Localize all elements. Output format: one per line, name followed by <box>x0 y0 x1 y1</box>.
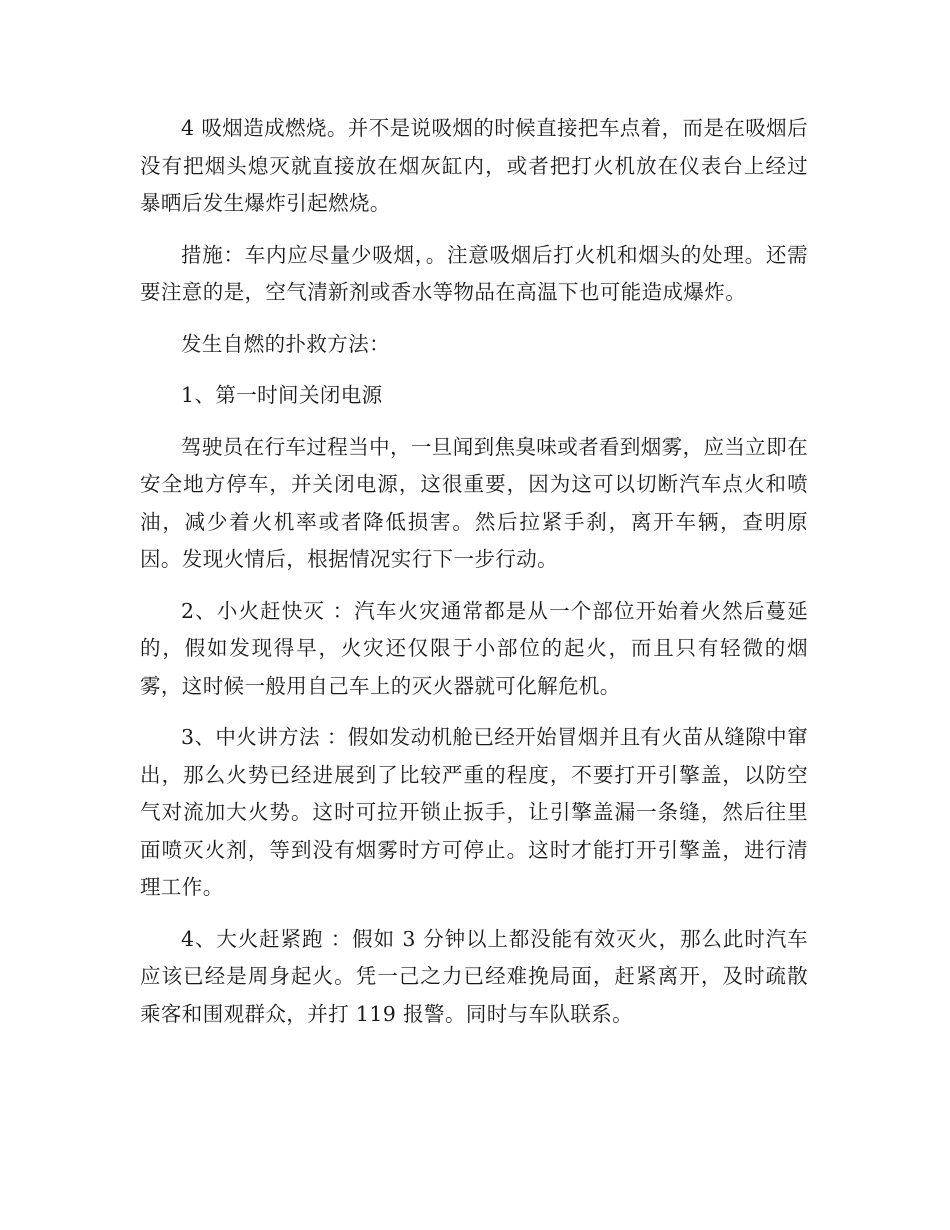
paragraph-step-3: 3、中火讲方法 ：假如发动机舱已经开始冒烟并且有火苗从缝隙中窜出，那么火势已经进展到了比较严重的程度，不要打开引擎盖，以防空气对流加大火势。这时可拉开锁止扳手，让引擎盖漏一条缝，然后往里面喷灭火剂，等到没有烟雾时方可停止。这时才能打开引擎盖，进行清理工作。 <box>140 725 808 899</box>
paragraph-step-2: 2、小火赶快灭 ：汽车火灾通常都是从一个部位开始着火然后蔓延的，假如发现得早，火灾还仅限于小部位的起火，而且只有轻微的烟雾，这时候一般用自己车上的灭火器就可化解危机。 <box>140 598 808 698</box>
paragraph-rescue-heading: 发生自燃的扑救方法： <box>181 331 390 356</box>
paragraph-smoking-cause: 4 吸烟造成燃烧。并不是说吸烟的时候直接把车点着，而是在吸烟后没有把烟头熄灭就直接放在烟灰缸内，或者把打火机放在仪表台上经过暴晒后发生爆炸引起燃烧。 <box>140 116 808 215</box>
document-body <box>140 110 808 1047</box>
paragraph-measures: 措施：车内应尽量少吸烟，。注意吸烟后打火机和烟头的处理。还需要注意的是，空气清新剂或香水等物品在高温下也可能造成爆炸。 <box>140 242 808 304</box>
paragraph-step-1-detail: 驾驶员在行车过程当中，一旦闻到焦臭味或者看到烟雾，应当立即在安全地方停车，并关闭电源，这很重要，因为这可以切断汽车点火和喷油，减少着火机率或者降低损害。然后拉紧手刹，离开车辆，查明原因。发现火情后，根据情况实行下一步行动。 <box>140 434 808 571</box>
paragraph-step-4: 4、大火赶紧跑 ：假如 3 分钟以上都没能有效灭火，那么此时汽车应该已经是周身起火。凭一己之力已经难挽局面，赶紧离开，及时疏散乘客和围观群众，并打 119 报警。同时与车队联系。 <box>140 926 808 1026</box>
paragraph-step-1-heading: 1、第一时间关闭电源 <box>181 383 383 407</box>
